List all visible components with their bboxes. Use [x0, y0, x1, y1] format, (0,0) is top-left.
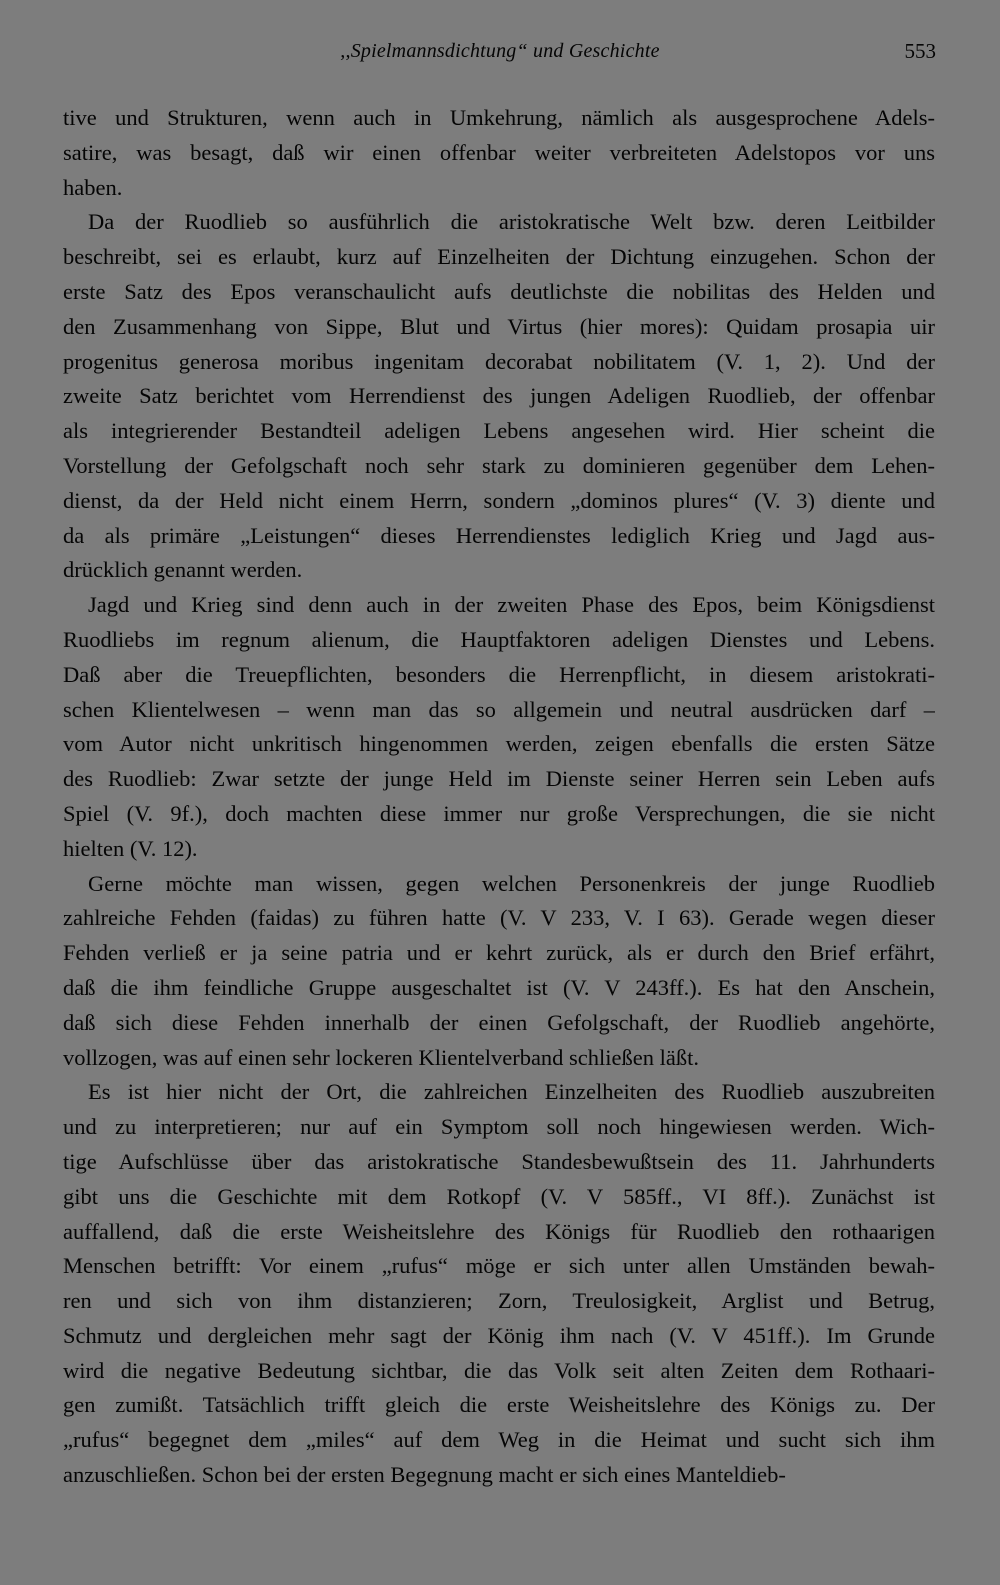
text-line: Menschen betrifft: Vor einem „rufus“ möge er sich unter allen Umständen bewah- — [63, 1253, 935, 1279]
text-line: wird die negative Bedeutung sichtbar, die das Volk seit alten Zeiten dem Rothaari- — [63, 1357, 935, 1383]
paragraph — [63, 101, 935, 205]
text-line: erste Satz des Epos veranschaulicht aufs deutlichste die nobilitas des Helden und — [63, 278, 935, 304]
text-line: haben. — [63, 174, 123, 200]
text-line: daß die ihm feindliche Gruppe ausgeschaltet ist (V. V 243ff.). Es hat den Anschein, — [63, 974, 935, 1000]
text-line: schen Klientelwesen – wenn man das so allgemein und neutral ausdrücken darf – — [63, 696, 935, 722]
text-line: Vorstellung der Gefolgschaft noch sehr stark zu dominieren gegenüber dem Lehen- — [63, 452, 935, 478]
text-line: Da der Ruodlieb so ausführlich die aristokratische Welt bzw. deren Leitbilder — [88, 209, 935, 235]
text-line: gibt uns die Geschichte mit dem Rotkopf (V. V 585ff., VI 8ff.). Zunächst ist — [63, 1183, 935, 1209]
running-head — [64, 36, 936, 66]
text-line: zweite Satz berichtet vom Herrendienst des jungen Adeligen Ruodlieb, der offenbar — [63, 383, 935, 409]
text-line: Gerne möchte man wissen, gegen welchen Personenkreis der junge Ruodlieb — [88, 870, 935, 896]
text-line: gen zumißt. Tatsächlich trifft gleich die erste Weisheitslehre des Königs zu. Der — [63, 1392, 935, 1418]
text-line: anzuschließen. Schon bei der ersten Begegnung macht er sich eines Manteldieb- — [63, 1462, 786, 1488]
text-line: vom Autor nicht unkritisch hingenommen werden, zeigen ebenfalls die ersten Sätze — [63, 731, 935, 757]
text-line: als integrierender Bestandteil adeligen Lebens angesehen wird. Hier scheint die — [63, 418, 935, 444]
text-line: zahlreiche Fehden (faidas) zu führen hatte (V. V 233, V. I 63). Gerade wegen dieser — [63, 905, 935, 931]
text-line: dienst, da der Held nicht einem Herrn, sondern „dominos plures“ (V. 3) diente und — [63, 487, 935, 513]
text-line: auffallend, daß die erste Weisheitslehre des Königs für Ruodlieb den rothaarigen — [63, 1218, 935, 1244]
text-line: Daß aber die Treuepflichten, besonders die Herrenpflicht, in diesem aristokrati- — [63, 661, 935, 687]
text-line: tige Aufschlüsse über das aristokratische Standesbewußtsein des 11. Jahrhunderts — [63, 1148, 935, 1174]
text-line: und zu interpretieren; nur auf ein Symptom soll noch hingewiesen werden. Wich- — [63, 1114, 935, 1140]
page-number: 553 — [904, 39, 936, 63]
paragraph — [63, 588, 935, 866]
text-line: des Ruodlieb: Zwar setzte der junge Held im Dienste seiner Herren sein Leben aufs — [63, 766, 935, 792]
text-line: „rufus“ begegnet dem „miles“ auf dem Weg in die Heimat und sucht sich ihm — [63, 1427, 935, 1453]
text-line: Jagd und Krieg sind denn auch in der zweiten Phase des Epos, beim Königsdienst — [88, 592, 935, 618]
text-line: tive und Strukturen, wenn auch in Umkehrung, nämlich als ausgesprochene Adels- — [63, 105, 935, 130]
text-line: Schmutz und dergleichen mehr sagt der König ihm nach (V. V 451ff.). Im Grunde — [63, 1322, 935, 1348]
text-line: Ruodliebs im regnum alienum, die Hauptfaktoren adeligen Dienstes und Lebens. — [63, 626, 935, 652]
paragraph — [63, 205, 935, 588]
text-line: satire, was besagt, daß wir einen offenbar weiter verbreiteten Adelstopos vor uns — [63, 139, 935, 165]
paragraph — [63, 1075, 935, 1493]
text-line: vollzogen, was auf einen sehr lockeren Klientelverband schließen läßt. — [63, 1044, 700, 1070]
text-line: daß sich diese Fehden innerhalb der einen Gefolgschaft, der Ruodlieb angehörte, — [63, 1009, 935, 1035]
text-line: den Zusammenhang von Sippe, Blut und Virtus (hier mores): Quidam prosapia uir — [63, 313, 935, 339]
text-line: drücklich genannt werden. — [63, 557, 303, 583]
text-line: Es ist hier nicht der Ort, die zahlreichen Einzelheiten des Ruodlieb auszubreiten — [88, 1079, 935, 1105]
text-line: ren und sich von ihm distanzieren; Zorn, Treulosigkeit, Arglist und Betrug, — [63, 1288, 935, 1314]
text-line: Spiel (V. 9f.), doch machten diese immer nur große Versprechungen, die sie nicht — [63, 800, 935, 826]
running-title: ,,Spielmannsdichtung“ und Geschichte — [340, 40, 660, 62]
text-line: hielten (V. 12). — [63, 835, 198, 861]
paragraph — [63, 867, 935, 1076]
text-line: beschreibt, sei es erlaubt, kurz auf Einzelheiten der Dichtung einzugehen. Schon der — [63, 244, 935, 270]
text-line: da als primäre „Leistungen“ dieses Herrendienstes lediglich Krieg und Jagd aus- — [63, 522, 935, 548]
text-line: Fehden verließ er ja seine patria und er kehrt zurück, als er durch den Brief erfährt, — [63, 940, 935, 966]
text-line: progenitus generosa moribus ingenitam decorabat nobilitatem (V. 1, 2). Und der — [63, 348, 935, 374]
body-text — [63, 101, 935, 1493]
